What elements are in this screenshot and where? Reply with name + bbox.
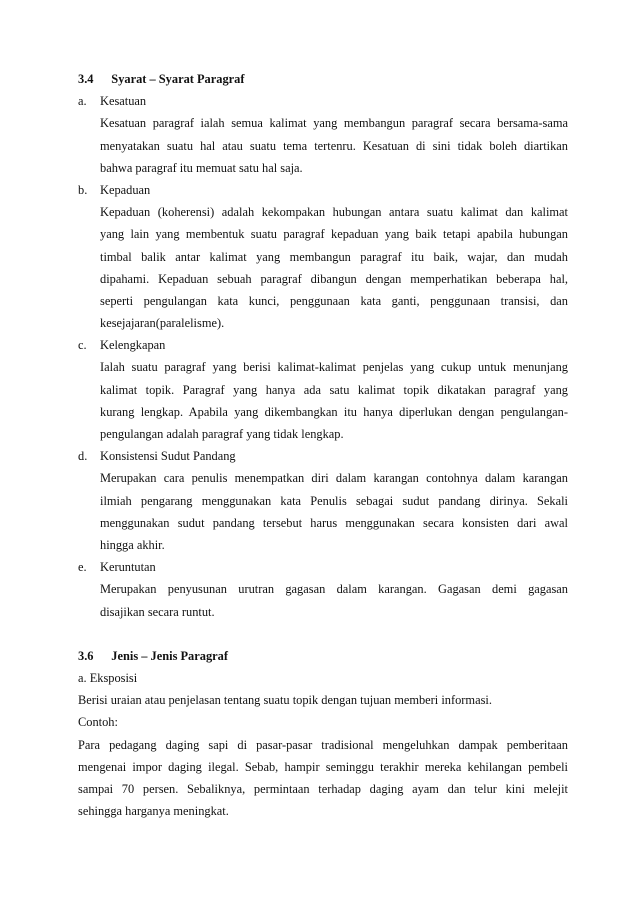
list-letter: a. xyxy=(78,94,87,109)
paragraph-line: menggunakan sudut pandang tersebut harus menggunakan secara konsisten dari awal xyxy=(100,515,568,530)
paragraph-line: menyatakan suatu hal atau suatu tema tertenru. Kesatuan di sini tidak boleh diartikan xyxy=(100,138,568,153)
paragraph-line: kurang lengkap. Apabila yang dikembangkan itu hanya diperlukan dengan pengulangan- xyxy=(100,404,568,419)
example-line: sampai 70 persen. Sebaliknya, permintaan terhadap daging ayam dan telur kini melejit xyxy=(78,782,568,796)
list-item-kelengkapan xyxy=(78,334,568,356)
example-line: mengenai impor daging ilegal. Sebab, hampir seminggu terakhir mereka kehilangan pembeli xyxy=(78,759,568,774)
list-item-keruntutan xyxy=(78,556,568,578)
definition-line: Berisi uraian atau penjelasan tentang suatu topik dengan tujuan memberi informasi. xyxy=(78,693,492,708)
paragraph-line: seperti pengulangan kata kunci, penggunaan kata ganti, penggunaan transisi, dan xyxy=(100,293,568,308)
paragraph-line: Kesatuan paragraf ialah semua kalimat yang membangun paragraf secara bersama-sama xyxy=(100,116,568,131)
list-letter: b. xyxy=(78,182,88,197)
list-item-title: Keruntutan xyxy=(100,560,156,575)
list-item-title: Kepaduan xyxy=(100,182,151,197)
section-title: Syarat – Syarat Paragraf xyxy=(111,72,245,86)
section-heading-jenis xyxy=(78,645,568,667)
paragraph-line: ilmiah pengarang menggunakan kata Penulis sebagai sudut pandang dirinya. Sekali xyxy=(100,493,568,508)
example-line: sehingga harganya meningkat. xyxy=(78,804,229,819)
paragraph-line: pengulangan adalah paragraf yang tidak lengkap. xyxy=(100,427,344,441)
list-item-kepaduan xyxy=(78,179,568,201)
subheading-eksposisi: a. Eksposisi xyxy=(78,671,138,686)
list-letter: e. xyxy=(78,560,87,575)
paragraph-line: Kepaduan (koherensi) adalah kekompakan hubungan antara suatu kalimat dan kalimat xyxy=(100,205,568,220)
list-letter: d. xyxy=(78,449,88,464)
list-item-title: Kelengkapan xyxy=(100,338,166,353)
paragraph-line: Ialah suatu paragraf yang berisi kalimat-kalimat penjelas yang cukup untuk menunjang xyxy=(100,360,568,375)
list-item-title: Konsistensi Sudut Pandang xyxy=(100,449,236,464)
example-label: Contoh: xyxy=(78,715,118,730)
list-item-title: Kesatuan xyxy=(100,94,147,109)
paragraph-line: timbal balik antar kalimat yang membangun paragraf itu baik, wajar, dan mudah xyxy=(100,249,568,264)
document-page xyxy=(78,68,568,822)
section-number: 3.6 xyxy=(78,648,94,663)
paragraph-line: Merupakan cara penulis menempatkan diri dalam karangan contohnya dalam karangan xyxy=(100,471,568,486)
list-item-konsistensi xyxy=(78,445,568,467)
paragraph-line: yang lain yang membentuk suatu paragraf kepaduan yang baik tetapi apabila hubungan xyxy=(100,227,568,242)
section-spacer xyxy=(78,623,568,645)
list-item-kesatuan xyxy=(78,90,568,112)
paragraph-line: bahwa paragraf itu memuat satu hal saja. xyxy=(100,160,303,175)
list-letter: c. xyxy=(78,338,87,353)
paragraph-line: kesejajaran(paralelisme). xyxy=(100,316,225,331)
section-number: 3.4 xyxy=(78,72,94,86)
section-title: Jenis – Jenis Paragraf xyxy=(111,648,228,663)
paragraph-line: Merupakan penyusunan urutran gagasan dalam karangan. Gagasan demi gagasan xyxy=(100,582,568,597)
example-line: Para pedagang daging sapi di pasar-pasar tradisional mengeluhkan dampak pemberitaan xyxy=(78,737,568,752)
paragraph-line: kalimat topik. Paragraf yang hanya ada satu kalimat topik dikatakan paragraf yang xyxy=(100,382,568,397)
paragraph-line: disajikan secara runtut. xyxy=(100,604,215,619)
section-heading-syarat xyxy=(78,68,568,90)
paragraph-line: dipahami. Kepaduan sebuah paragraf dibangun dengan memperhatikan beberapa hal, xyxy=(100,271,568,286)
paragraph-line: hingga akhir. xyxy=(100,537,165,552)
